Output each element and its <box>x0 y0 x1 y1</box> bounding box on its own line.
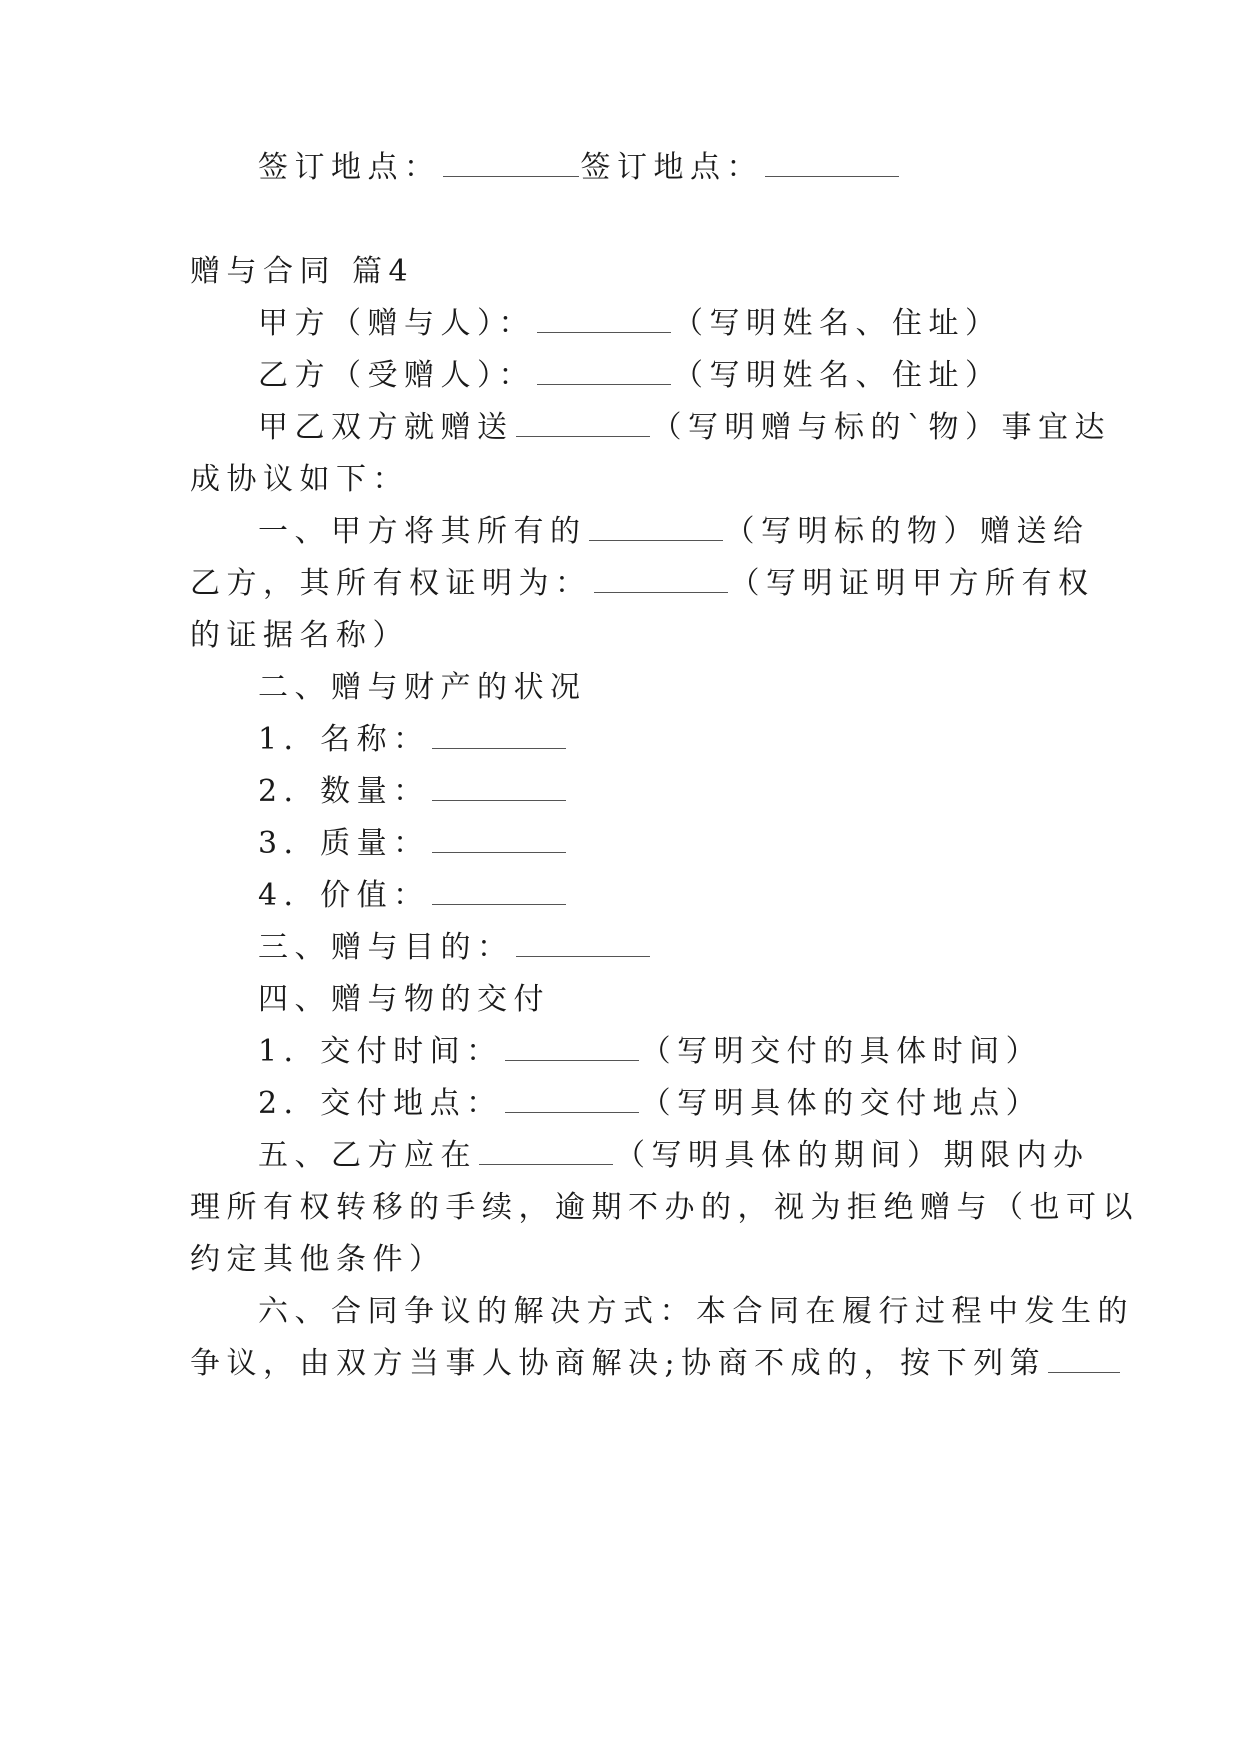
signing-place-label-a: 签订地点： <box>258 150 441 185</box>
clause1-object-blank <box>589 512 723 541</box>
clause1-line-2 <box>190 564 1095 604</box>
signing-place-label-b: 签订地点： <box>580 150 763 185</box>
clause4-place-line <box>258 1084 1042 1124</box>
clause2-item-quality <box>258 824 568 864</box>
clause3-blank <box>516 928 650 957</box>
clause5-line-3: 约定其他条件） <box>190 1242 446 1277</box>
clause4-time-line <box>258 1032 1042 1072</box>
clause5-line-2: 理所有权转移的手续，逾期不办的，视为拒绝赠与（也可以 <box>190 1190 1139 1225</box>
party-a-note: （写明姓名、住址） <box>673 306 1002 341</box>
item-blank <box>432 772 566 801</box>
delivery-time-blank <box>505 1032 639 1061</box>
item-label: 1．名称： <box>258 722 430 757</box>
clause5-line-1 <box>258 1136 1090 1176</box>
item-label: 4．价值： <box>258 878 430 913</box>
delivery-place-note: （写明具体的交付地点） <box>640 1086 1043 1121</box>
intro-post: （写明赠与标的`物）事宜达 <box>651 410 1111 445</box>
signing-place-blank-b <box>765 148 899 177</box>
item-blank <box>432 876 566 905</box>
delivery-time-label: 1．交付时间： <box>258 1034 503 1069</box>
clause6-line-1: 六、合同争议的解决方式：本合同在履行过程中发生的 <box>258 1294 1134 1329</box>
signing-place-blank-a <box>443 148 579 177</box>
clause6-text: 争议，由双方当事人协商解决;协商不成的，按下列第 <box>190 1346 1047 1381</box>
party-a-blank <box>537 304 671 333</box>
intro-line-1 <box>258 408 1111 448</box>
clause6-line-2 <box>190 1344 1122 1384</box>
clause5-period-blank <box>479 1136 613 1165</box>
clause6-blank <box>1048 1344 1120 1373</box>
delivery-place-label: 2．交付地点： <box>258 1086 503 1121</box>
clause3-label: 三、赠与目的： <box>258 930 514 965</box>
clause2-item-quantity <box>258 772 568 812</box>
intro-line-2: 成协议如下： <box>190 462 409 497</box>
delivery-place-blank <box>505 1084 639 1113</box>
item-blank <box>432 720 566 749</box>
clause1-line-3: 的证据名称） <box>190 618 409 653</box>
party-b-blank <box>537 356 671 385</box>
party-a-line <box>258 304 1002 344</box>
clause2-item-value <box>258 876 568 916</box>
clause5-pre: 五、乙方应在 <box>258 1138 477 1173</box>
party-a-label: 甲方（赠与人）： <box>258 306 535 341</box>
item-label: 2．数量： <box>258 774 430 809</box>
clause3-line <box>258 928 652 968</box>
intro-pre: 甲乙双方就赠送 <box>258 410 514 445</box>
clause1-proof-blank <box>594 564 728 593</box>
gift-subject-blank <box>516 408 650 437</box>
clause2-item-name <box>258 720 568 760</box>
clause1-post: （写明标的物）赠送给 <box>724 514 1090 549</box>
party-b-note: （写明姓名、住址） <box>673 358 1002 393</box>
clause1-line-1 <box>258 512 1090 552</box>
item-blank <box>432 824 566 853</box>
party-b-label: 乙方（受赠人）： <box>258 358 535 393</box>
clause1-proof-post: （写明证明甲方所有权 <box>729 566 1095 601</box>
item-label: 3．质量： <box>258 826 430 861</box>
clause4-title: 四、赠与物的交付 <box>258 982 550 1017</box>
signing-place-line <box>258 148 901 188</box>
section-title: 赠与合同 篇4 <box>190 254 415 289</box>
clause1-pre: 一、甲方将其所有的 <box>258 514 587 549</box>
clause2-title: 二、赠与财产的状况 <box>258 670 587 705</box>
clause5-post: （写明具体的期间）期限内办 <box>615 1138 1090 1173</box>
delivery-time-note: （写明交付的具体时间） <box>640 1034 1043 1069</box>
party-b-line <box>258 356 1002 396</box>
clause1-proof-pre: 乙方，其所有权证明为： <box>190 566 592 601</box>
